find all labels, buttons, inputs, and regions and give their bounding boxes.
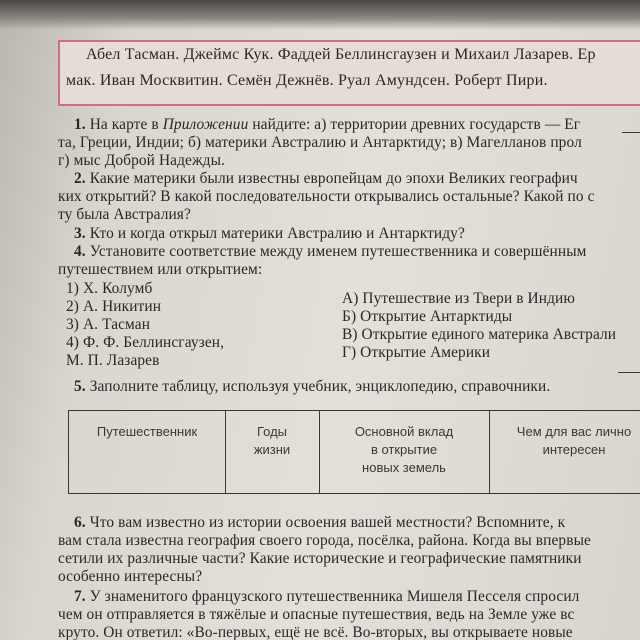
question-6-text: Что вам известно из истории освоения вашей местности? Вспомните, к [89, 514, 566, 531]
question-6-line-3: сетили их различные части? Какие исторические и географические памятники [58, 550, 582, 567]
question-2-text: Какие материки были известны европейцам до эпохи Великих географич [89, 170, 578, 187]
names-box [58, 40, 640, 106]
discovery-c: В) Открытие единого материка Австрали [342, 326, 617, 343]
traveler-2: 2) А. Никитин [66, 298, 162, 315]
question-1-text-a: На карте в [89, 116, 163, 133]
question-1-number: 1. [74, 116, 86, 133]
question-7-line-3: круто. Он ответил: «Во-первых, ещё не всё. Во-вторых, вы открываете новые [58, 624, 573, 640]
question-2-line-2: ких открытий? В какой последовательности открывались остальные? Какой по с [58, 188, 595, 205]
table-header-contribution-2: в открытие [370, 442, 438, 457]
question-2-line-3: ту была Австралия? [58, 206, 191, 223]
question-1-appendix: Приложении [162, 116, 249, 133]
table-header-years-1: Годы [256, 424, 288, 439]
question-7-text: У знаменитого французского путешественника Мишеля Песселя спросил [89, 588, 580, 605]
discovery-a: А) Путешествие из Твери в Индию [342, 290, 575, 307]
answer-line [622, 132, 640, 133]
table-header-contribution-1: Основной вклад [354, 424, 454, 439]
question-3-text: Кто и когда открыл материки Австралию и Антарктиду? [89, 225, 465, 242]
traveler-3: 3) А. Тасман [66, 316, 151, 333]
answer-line-2 [618, 372, 640, 373]
question-5-line-1 [74, 378, 550, 396]
question-4-text: Установите соответствие между именем путешественника и совершённым [89, 243, 587, 260]
question-6-number: 6. [74, 514, 86, 531]
question-2-line-1 [74, 170, 578, 188]
table-header-interest-1: Чем для вас лично [516, 424, 632, 439]
table-header-traveler: Путешественник [96, 424, 198, 439]
question-3-line-1 [74, 225, 465, 243]
names-line-1: Абел Тасман. Джеймс Кук. Фаддей Беллинсгаузен и Михаил Лазарев. Ер [86, 46, 596, 63]
table-header-interest [489, 423, 640, 459]
question-1-text-c: найдите: а) территории древних государств — Ег [248, 116, 581, 133]
question-5-number: 5. [74, 378, 86, 395]
discovery-b: Б) Открытие Антарктиды [342, 308, 513, 325]
question-4-number: 4. [74, 243, 86, 260]
question-3-number: 3. [74, 225, 86, 242]
question-4-line-1 [74, 243, 587, 261]
discovery-d: Г) Открытие Америки [342, 344, 491, 361]
table-header-contribution [319, 423, 489, 477]
question-6-line-1 [74, 514, 565, 532]
question-6-line-4: особенно интересны? [58, 568, 203, 585]
table-header-years [225, 423, 319, 459]
question-7-line-2: чем он отправляется в тяжёлые и опасные путешествия, ведь на Земле уже вс [58, 606, 575, 623]
table-header-contribution-3: новых земель [362, 460, 446, 475]
traveler-1: 1) Х. Колумб [66, 280, 153, 297]
question-1-line-3: г) мыс Доброй Надежды. [58, 152, 226, 169]
traveler-4: 4) Ф. Ф. Беллинсгаузен, [66, 334, 225, 351]
question-7-number: 7. [74, 588, 86, 605]
page-shadow [0, 0, 640, 30]
names-line-2: мак. Иван Москвитин. Семён Дежнёв. Руал Амундсен. Роберт Пири. [66, 72, 548, 89]
question-4-line-2: путешествием или открытием: [58, 261, 263, 278]
question-1-line-1 [74, 116, 580, 134]
question-5-text: Заполните таблицу, используя учебник, энциклопедию, справочники. [89, 378, 551, 395]
table-header-interest-2: интересен [542, 442, 606, 457]
question-2-number: 2. [74, 170, 86, 187]
question-6-line-2: вам стала известна география своего города, посёлка, района. Когда вы впервые [58, 532, 591, 549]
question-7-line-1 [74, 588, 579, 606]
question-1-line-2: та, Греции, Индии; б) материки Австралию и Антарктиду; в) Магелланов прол [58, 134, 582, 151]
travelers-table [68, 410, 640, 494]
traveler-4-cont: М. П. Лазарев [66, 352, 160, 369]
table-header-years-2: жизни [253, 442, 291, 457]
